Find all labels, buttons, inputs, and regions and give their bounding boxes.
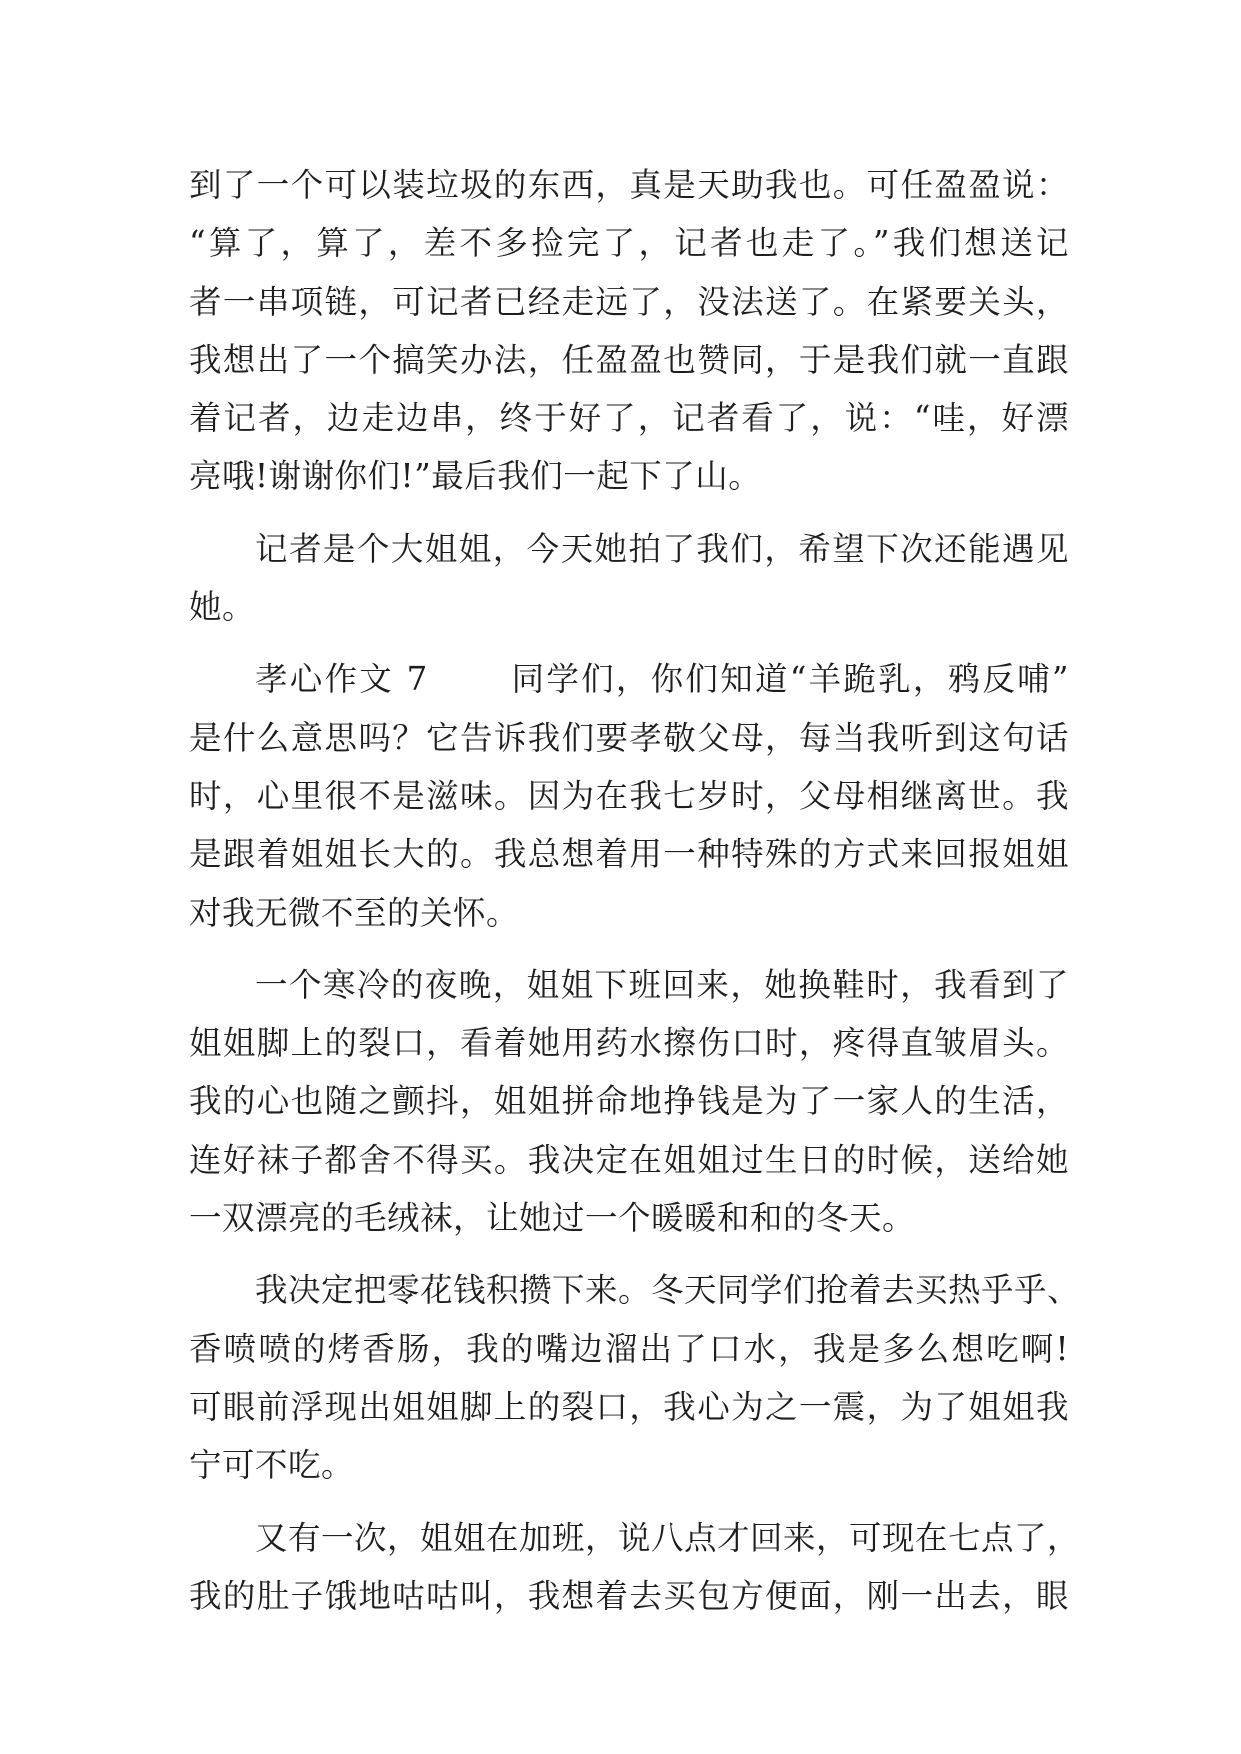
text-line: 又有一次，姐姐在加班，说八点才回来，可现在七点了，: [255, 1518, 1081, 1557]
text-line: “算了，算了，差不多捡完了，记者也走了。”我们想送记: [189, 224, 1069, 263]
paragraph: [189, 156, 1069, 506]
paragraph-gap: [189, 506, 1069, 520]
text-line: 者一串项链，可记者已经走远了，没法送了。在紧要关头，: [189, 282, 1069, 321]
text-line: 是什么意思吗？它告诉我们要孝敬父母，每当我听到这句话: [189, 718, 1069, 757]
text-line: 记者是个大姐姐，今天她拍了我们，希望下次还能遇见: [255, 529, 1069, 568]
paragraph-gap: [189, 636, 1069, 650]
text-line: 亮哦!谢谢你们!”最后我们一起下了山。: [189, 457, 762, 496]
text-line: 对我无微不至的关怀。: [189, 893, 520, 932]
document-body: [189, 156, 1081, 1625]
paragraph-gap: [189, 1247, 1069, 1261]
paragraph: [189, 1509, 1081, 1626]
text-line: 姐姐脚上的裂口，看着她用药水擦伤口时，疼得直皱眉头。: [189, 1024, 1069, 1063]
text-line: 我的心也随之颤抖，姐姐拼命地挣钱是为了一家人的生活，: [189, 1082, 1069, 1121]
text-line: 她。: [189, 588, 256, 627]
paragraph-gap: [189, 1495, 1069, 1509]
text-line: 我想出了一个搞笑办法，任盈盈也赞同，于是我们就一直跟: [189, 340, 1069, 379]
text-line: 香喷喷的烤香肠，我的嘴边溜出了口水，我是多么想吃啊!: [189, 1329, 1069, 1368]
paragraph: [189, 520, 1069, 637]
text-line: 一个寒冷的夜晚，姐姐下班回来，她换鞋时，我看到了: [255, 965, 1069, 1004]
text-line: 可眼前浮现出姐姐脚上的裂口，我心为之一震，为了姐姐我: [189, 1387, 1069, 1426]
text-line: 是跟着姐姐长大的。我总想着用一种特殊的方式来回报姐姐: [189, 835, 1069, 874]
text-line: 一双漂亮的毛绒袜，让她过一个暖暖和和的冬天。: [189, 1199, 916, 1238]
text-line: 我的肚子饿地咕咕叫，我想着去买包方便面，刚一出去，眼: [189, 1576, 1069, 1615]
paragraph: [189, 650, 1069, 941]
paragraph-gap: [189, 942, 1069, 956]
paragraph: [189, 1261, 1081, 1494]
text-line: 连好袜子都舍不得买。我决定在姐姐过生日的时候，送给她: [189, 1140, 1069, 1179]
text-line: 我决定把零花钱积攒下来。冬天同学们抢着去买热乎乎、: [255, 1271, 1081, 1310]
text-line: 宁可不吃。: [189, 1446, 355, 1485]
text-line: 到了一个可以装垃圾的东西，真是天助我也。可任盈盈说：: [189, 166, 1069, 204]
paragraph: [189, 956, 1069, 1247]
text-line: 着记者，边走边串，终于好了，记者看了，说：“哇，好漂: [189, 399, 1069, 438]
text-line: 时，心里很不是滋味。因为在我七岁时，父母相继离世。我: [189, 776, 1069, 815]
text-line: 孝心作文 7 同学们，你们知道“羊跪乳，鸦反哺”: [255, 660, 1069, 699]
